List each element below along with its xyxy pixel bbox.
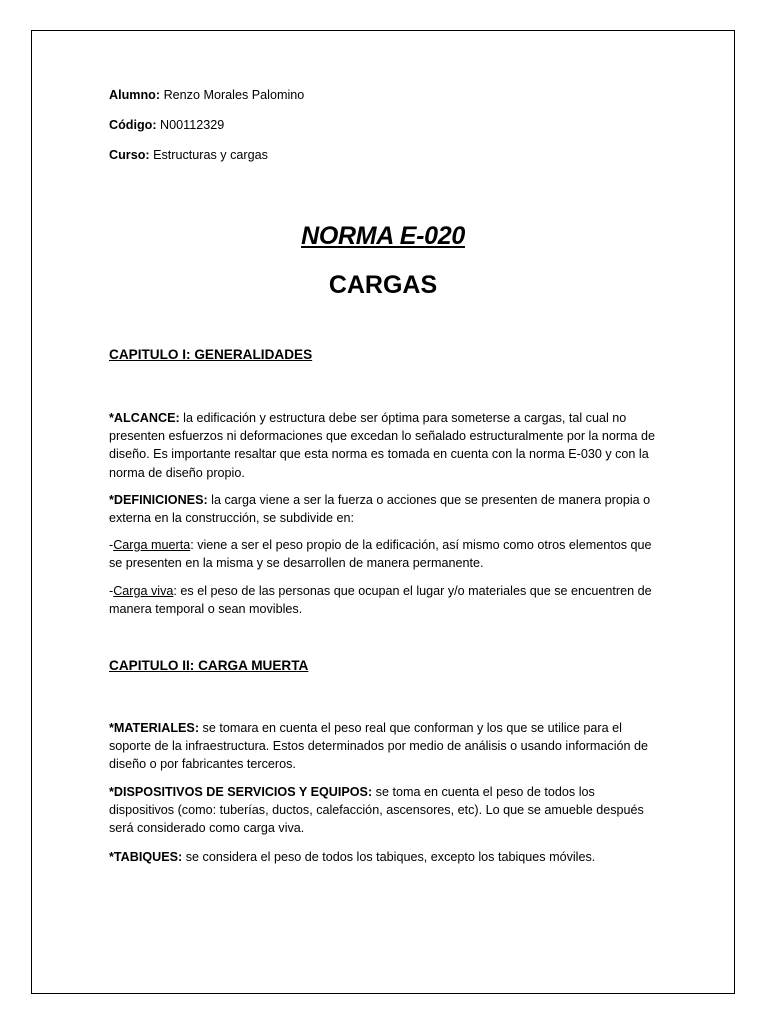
carga-muerta-prefix: - [109, 538, 114, 552]
student-value: Renzo Morales Palomino [160, 88, 305, 102]
dispositivos-label: *DISPOSITIVOS DE SERVICIOS Y EQUIPOS: [109, 785, 373, 799]
document-title: NORMA E-020 [301, 222, 465, 250]
alcance-text: la edificación y estructura debe ser óptima para someterse a cargas, tal cual no presenten esfuerzos ni deformaciones que excedan lo señalado estructuralmente por la norma de diseño. Es importante resaltar que esta norma es tomada en cuenta con la norma E-030 y con la norma de diseño propio. [109, 411, 656, 480]
alcance-label: *ALCANCE: [109, 411, 180, 425]
materiales-paragraph [109, 719, 657, 774]
materiales-text: se tomara en cuenta el peso real que conforman y los que se utilice para el soporte de la infraestructura. Estos determinados por medio de análisis o usando información de diseño o por fabricantes terceros. [109, 721, 649, 772]
definiciones-label: *DEFINICIONES: [109, 493, 208, 507]
code-value: N00112329 [156, 118, 225, 132]
definiciones-paragraph [109, 491, 657, 527]
materiales-label: *MATERIALES: [109, 721, 200, 735]
carga-viva-paragraph [109, 582, 657, 618]
carga-muerta-label: Carga muerta [113, 538, 191, 552]
chapter-2-heading: CAPITULO II: CARGA MUERTA [109, 658, 309, 673]
alcance-paragraph [109, 409, 657, 482]
carga-viva-prefix: - [109, 584, 114, 598]
dispositivos-paragraph [109, 783, 657, 838]
carga-viva-text: : es el peso de las personas que ocupan el lugar y/o materiales que se encuentren de manera temporal o sean movibles. [109, 584, 652, 617]
course-line [109, 146, 268, 176]
document-subtitle: CARGAS [328, 271, 438, 299]
code-line [109, 116, 224, 146]
definiciones-text: la carga viene a ser la fuerza o acciones que se presenten de manera propia o externa en la construcción, se subdivide en: [109, 493, 651, 526]
tabiques-label: *TABIQUES: [109, 850, 183, 864]
course-label: Curso: [109, 148, 150, 162]
student-line [109, 86, 304, 116]
course-value: Estructuras y cargas [149, 148, 268, 162]
carga-muerta-text: : viene a ser el peso propio de la edificación, así mismo como otros elementos que se presenten en la misma y se desarrollen de manera permanente. [109, 538, 652, 571]
student-label: Alumno: [109, 88, 161, 102]
dispositivos-text: se toma en cuenta el peso de todos los dispositivos (como: tuberías, ductos, calefacción, ascensores, etc). Lo que se amueble después será considerado como carga viva. [109, 785, 644, 836]
tabiques-paragraph [109, 848, 657, 866]
tabiques-text: se considera el peso de todos los tabiques, excepto los tabiques móviles. [182, 850, 596, 864]
carga-muerta-paragraph [109, 536, 657, 572]
chapter-1-heading: CAPITULO I: GENERALIDADES [109, 347, 313, 362]
code-label: Código: [109, 118, 157, 132]
carga-viva-label: Carga viva [113, 584, 174, 598]
